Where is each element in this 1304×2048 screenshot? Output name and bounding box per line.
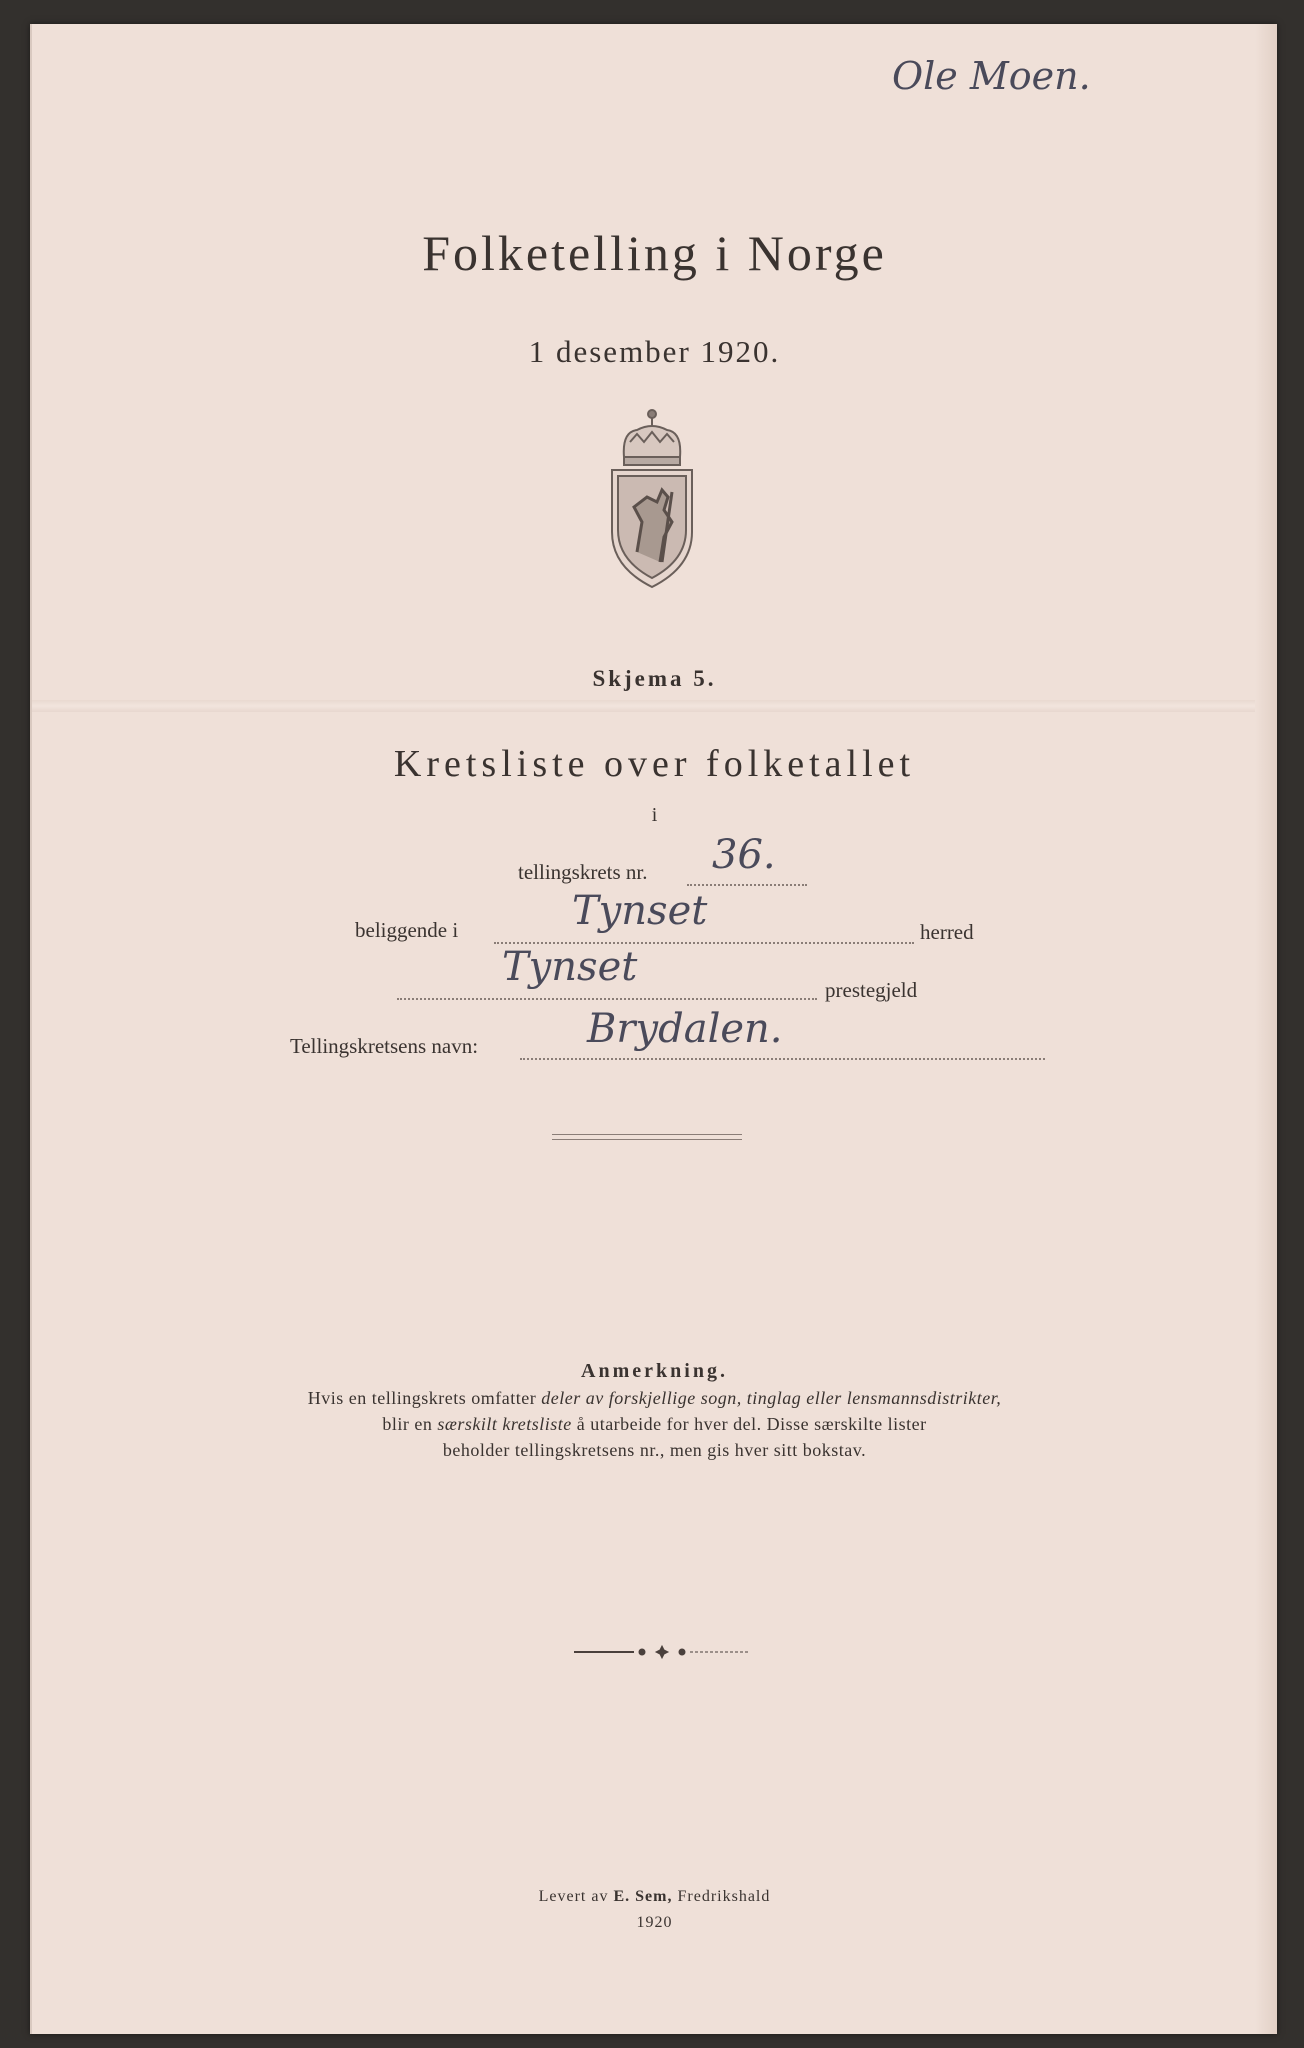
krets-value: 36. bbox=[712, 832, 776, 878]
prestegjeld-label: prestegjeld bbox=[825, 978, 918, 1002]
beliggende-label: beliggende i bbox=[355, 918, 459, 942]
herred-value: Tynset bbox=[572, 888, 708, 934]
heading-connector: i bbox=[651, 804, 658, 826]
divider-rule bbox=[552, 1134, 742, 1140]
note-line-2: blir en særskilt kretsliste å utarbeide for hver del. Disse særskilte lister bbox=[382, 1414, 927, 1434]
printer-line: Levert av E. Sem, Fredrikshald bbox=[538, 1888, 771, 1905]
navn-value: Brydalen. bbox=[587, 1006, 783, 1052]
note-heading: Anmerkning. bbox=[581, 1360, 728, 1382]
herred-label: herred bbox=[920, 920, 974, 944]
form-title: Folketelling i Norge bbox=[422, 225, 887, 281]
form-date: 1 desember 1920. bbox=[528, 334, 781, 369]
krets-label: tellingskrets nr. bbox=[518, 860, 648, 884]
paper-fold bbox=[32, 700, 1277, 712]
ornament-divider-icon bbox=[572, 1644, 752, 1660]
coat-of-arms-icon bbox=[602, 402, 702, 602]
krets-line bbox=[687, 884, 807, 886]
census-form-page bbox=[30, 24, 1277, 2034]
prestegjeld-line bbox=[397, 998, 817, 1000]
note-line-1: Hvis en tellingskrets omfatter deler av forskjellige sogn, tinglag eller lensmannsdistrikter, bbox=[307, 1388, 1002, 1408]
prestegjeld-value: Tynset bbox=[502, 944, 638, 990]
printer-year: 1920 bbox=[636, 1914, 673, 1931]
navn-line bbox=[520, 1058, 1045, 1060]
schema-number: Skjema 5. bbox=[592, 666, 717, 691]
paper-edge bbox=[1255, 24, 1277, 2034]
navn-label: Tellingskretsens navn: bbox=[290, 1034, 479, 1058]
handwritten-name: Ole Moen. bbox=[892, 54, 1091, 98]
form-heading: Kretsliste over folketallet bbox=[393, 743, 916, 785]
note-line-3: beholder tellingskretsens nr., men gis hver sitt bokstav. bbox=[442, 1440, 867, 1460]
